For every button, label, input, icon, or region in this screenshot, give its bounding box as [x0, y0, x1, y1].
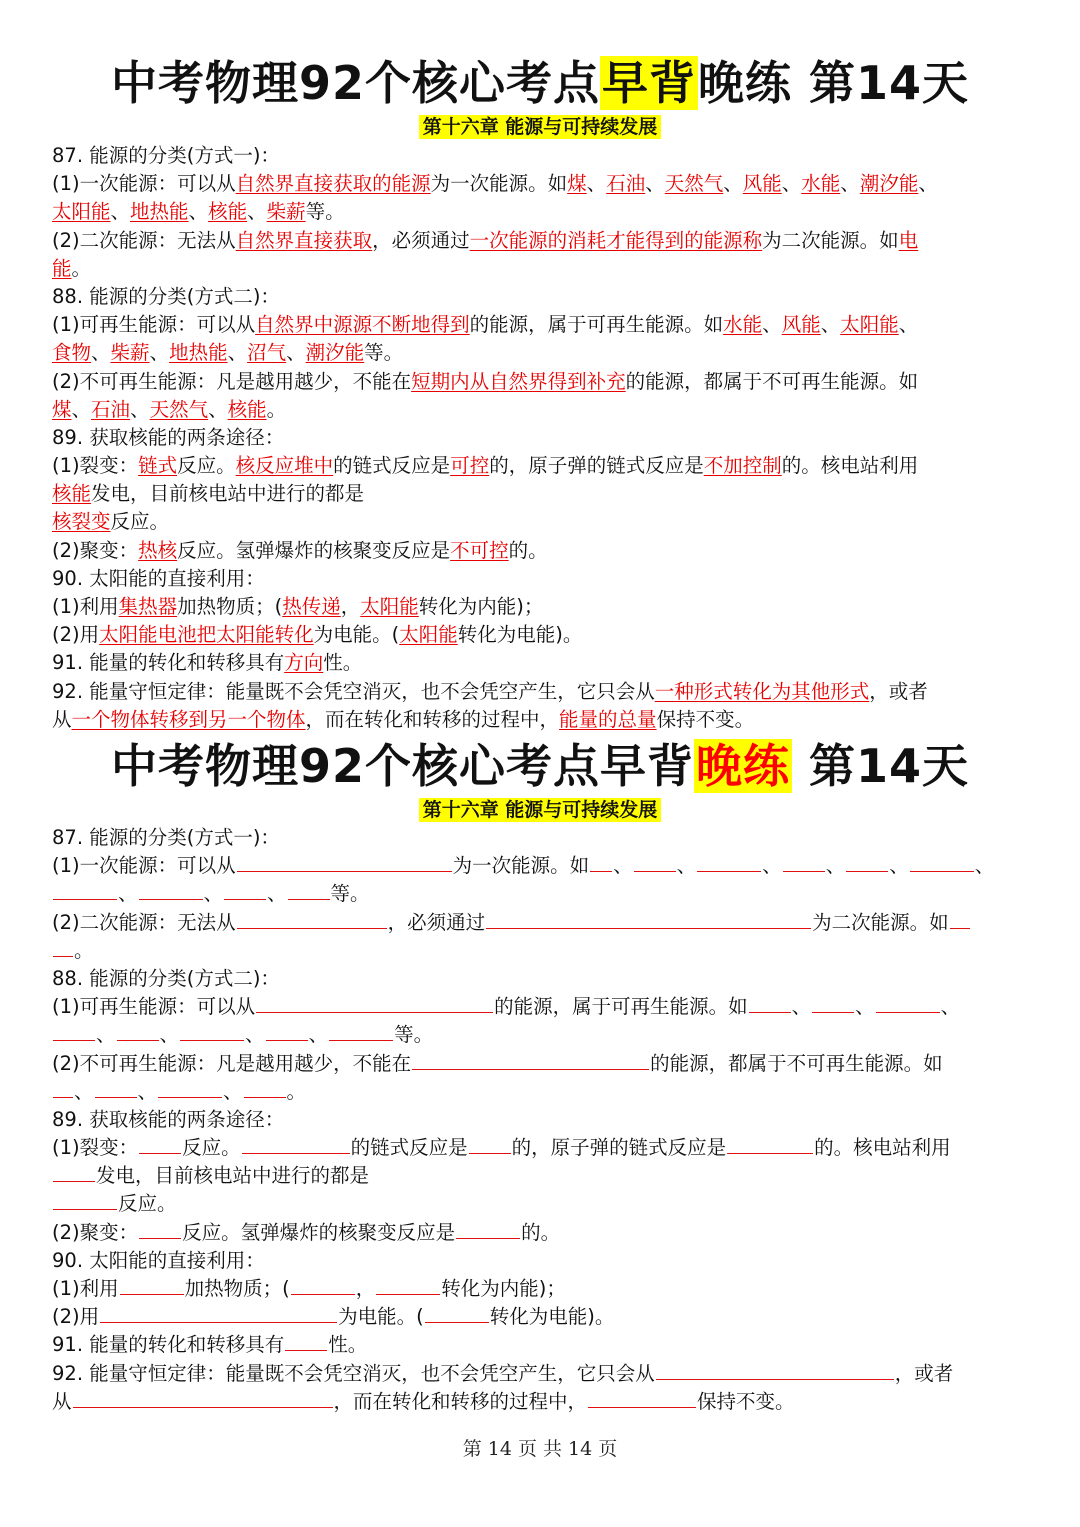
blank[interactable]	[412, 1050, 649, 1070]
q90-2: (2)用太阳能电池把太阳能转化为电能。(太阳能转化为电能)。	[52, 623, 583, 647]
bottom-title-day: 第14天	[791, 739, 970, 793]
bottom-title-highlight: 晚练	[695, 739, 790, 793]
blank[interactable]	[812, 993, 854, 1013]
blank[interactable]	[469, 1134, 511, 1154]
blank[interactable]	[329, 1021, 393, 1041]
q88-2-cont: 煤、石油、天然气、核能。	[52, 397, 287, 421]
blank[interactable]	[291, 1275, 355, 1295]
page-number: 第 14 页 共 14 页	[462, 1438, 618, 1460]
blank[interactable]	[456, 1219, 520, 1239]
q87-2-cont: 能。	[52, 256, 92, 280]
blank[interactable]	[697, 852, 761, 872]
blank[interactable]	[285, 1331, 327, 1351]
top-title-text: 中考物理92个核心考点	[110, 56, 600, 110]
blank[interactable]	[783, 852, 825, 872]
q92: 92. 能量守恒定律：能量既不会凭空消灭，也不会凭空产生，它只会从一种形式转化为其他形式，或者	[52, 679, 928, 703]
blank[interactable]	[53, 1190, 117, 1210]
blank[interactable]	[139, 1219, 181, 1239]
blank[interactable]	[117, 1021, 159, 1041]
blank[interactable]	[876, 993, 940, 1013]
blank[interactable]	[588, 1388, 696, 1408]
blank[interactable]	[158, 1078, 222, 1098]
q87-1-cont: 太阳能、地热能、核能、柴薪等。	[52, 200, 345, 224]
blank[interactable]	[749, 993, 791, 1013]
blank[interactable]	[180, 1021, 244, 1041]
blank[interactable]	[486, 909, 811, 929]
bottom-title	[0, 738, 1080, 794]
q88-heading: 88. 能源的分类(方式二)：	[52, 284, 280, 308]
q91: 91. 能量的转化和转移具有方向性。	[52, 651, 363, 675]
blank[interactable]	[53, 937, 73, 957]
blank[interactable]	[120, 1275, 184, 1295]
blank[interactable]	[53, 1021, 95, 1041]
bottom-blanks: 87. 能源的分类(方式一)： (1)一次能源：可以从 为一次能源。如 、 、 、 、 、 、 、 、 、 等。 (2)二次能源：无法从 ，必须通过 为二次能源。如 。 88. 能源的分类(方式二)： (1)可再生能源：可以从 的能源，属于可再生能源。如 、 、 、 、 、 、 、 等。 (2)不可再生能源：凡是越用越少，不能在 的能源，都属于不可再生能源。如 、 、 、 。 89. 获取核能的两条途径： (1)裂变： 反应。 的链式反应是 的，原子弹的链式反应是 的。核电站利用 发电，目前核电站中进行的都是 反应。 (2)聚变： 反应。氢弹爆炸的核聚变反应是 的。 90. 太阳能的直接利用： (1)利用 加热物质；( ， 转化为内能)； (2)用 为电能。( 转化为电能)。 91. 能量的转化和转移具有 性。 92. 能量守恒定律：能量既不会凭空消灭，也不会凭空产生，它只会从 ，或者 从 ，而在转化和转移的过程中， 保持不变。	[52, 826, 995, 1413]
top-answers	[52, 142, 1032, 734]
q88-1: (1)可再生能源：可以从自然界中源源不断地得到的能源，属于可再生能源。如水能、风能、太阳能、	[52, 313, 919, 337]
q90-1: (1)利用集热器加热物质；(热传递，太阳能转化为内能)；	[52, 595, 544, 618]
blank[interactable]	[376, 1275, 440, 1295]
blank[interactable]	[95, 1078, 137, 1098]
blank[interactable]	[237, 852, 452, 872]
q89-1-cont2: 核裂变反应。	[52, 510, 170, 534]
top-title-day: 晚练 第14天	[697, 56, 970, 110]
blank[interactable]	[237, 909, 387, 929]
q89-1-cont: 核能发电，目前核电站中进行的都是	[52, 482, 365, 506]
blank[interactable]	[53, 880, 117, 900]
blank[interactable]	[53, 1162, 95, 1182]
blank[interactable]	[242, 1134, 350, 1154]
top-title	[0, 55, 1080, 111]
top-title-highlight: 早背	[601, 56, 696, 110]
q87-1: (1)一次能源：可以从自然界直接获取的能源为一次能源。如煤、石油、天然气、风能、水能、潮汐能、	[52, 172, 938, 196]
blank[interactable]	[139, 880, 203, 900]
blank[interactable]	[590, 852, 612, 872]
bottom-title-text: 中考物理92个核心考点早背	[110, 739, 694, 793]
blank[interactable]	[910, 852, 974, 872]
blank[interactable]	[634, 852, 676, 872]
blank[interactable]	[288, 880, 330, 900]
blank[interactable]	[53, 1078, 73, 1098]
q88-1-cont: 食物、柴薪、地热能、沼气、潮汐能等。	[52, 341, 404, 365]
q92-cont: 从一个物体转移到另一个物体，而在转化和转移的过程中，能量的总量保持不变。	[52, 707, 755, 731]
q89-1: (1)裂变：链式反应。核反应堆中的链式反应是可控的，原子弹的链式反应是不加控制的。核电站利用	[52, 454, 919, 478]
q88-2: (2)不可再生能源：凡是越用越少，不能在短期内从自然界得到补充的能源，都属于不可再生能源。如	[52, 369, 919, 393]
blank[interactable]	[100, 1303, 337, 1323]
blank[interactable]	[73, 1388, 333, 1408]
blank[interactable]	[846, 852, 888, 872]
blank[interactable]	[425, 1303, 489, 1323]
blank[interactable]	[266, 1021, 308, 1041]
blank[interactable]	[224, 880, 266, 900]
q90-heading: 90. 太阳能的直接利用：	[52, 566, 265, 590]
blank[interactable]	[139, 1134, 181, 1154]
bottom-chapter: 第十六章 能源与可持续发展	[0, 797, 1080, 823]
blank[interactable]	[256, 993, 493, 1013]
q89-2: (2)聚变：热核反应。氢弹爆炸的核聚变反应是不可控的。	[52, 538, 548, 562]
q89-heading: 89. 获取核能的两条途径：	[52, 425, 285, 449]
q87-2: (2)二次能源：无法从自然界直接获取，必须通过一次能源的消耗才能得到的能源称为二次能源。如电	[52, 228, 919, 252]
blank[interactable]	[727, 1134, 813, 1154]
q87-heading: 87. 能源的分类(方式一)：	[52, 144, 280, 167]
top-chapter: 第十六章 能源与可持续发展	[0, 114, 1080, 140]
blank[interactable]	[950, 909, 970, 929]
blank[interactable]	[656, 1360, 894, 1380]
blank[interactable]	[244, 1078, 286, 1098]
